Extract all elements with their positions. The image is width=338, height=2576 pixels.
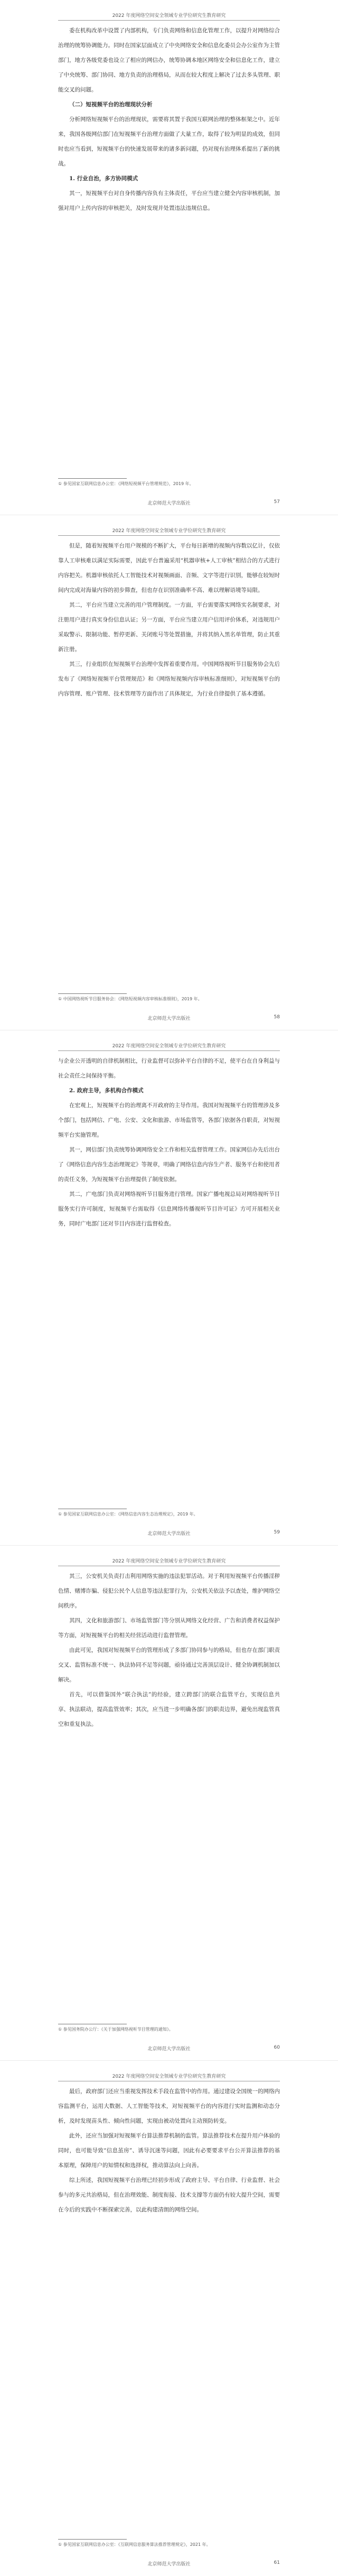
footnote-divider [58,993,127,994]
document-page-5 [0,2061,338,2576]
page-header: 2022 年度网络空间安全领域专业学位研究生教育研究 [58,2072,280,2081]
page-body [58,23,280,216]
page-header: 2022 年度网络空间安全领域专业学位研究生教育研究 [58,1042,280,1051]
paragraph: 综上所述，我国短视频平台治理已经初步形成了政府主导、平台自律、行业监督、社会参与的多元共治格局，但在治理效能、制度衔接、技术支撑等方面仍有较大提升空间，需要在今后的实践中不断探索完善，以此构建清朗的网络空间。 [58,2177,280,2213]
paragraph: 委在机构改革中设置了内部机构，专门负责网络和信息化管理工作，以提升对网络综合治理的统筹协调能力。同时在国家层面成立了中央网络安全和信息化委员会办公室作为主管部门，地方各级党委也设立了相应的网信办，统筹协调本地区网络安全和信息化工作，建立了中央统筹、部门协同、地方负责的治理格局，从而在较大程度上解决了过去多头管理、职能交叉的问题。 [58,27,280,93]
footnote-divider [58,2539,127,2540]
paragraph: 其三，公安机关负责打击利用网络实施的违法犯罪活动。对于利用短视频平台传播淫秽色情、赌博诈骗、侵犯公民个人信息等违法犯罪行为，公安机关依法予以查处，维护网络空间秩序。 [58,1573,280,1609]
paragraph: 其三，行业组织在短视频平台治理中发挥着重要作用。中国网络视听节目服务协会先后发布了《网络短视频平台管理规范》和《网络短视频内容审核标准细则》，对短视频平台的内容管理、账户管理、技术管理等方面作出了具体规定，为行业自律提供了基本遵循。 [58,661,280,697]
paragraph: 其四，文化和旅游部门、市场监管部门等分别从网络文化经营、广告和消费者权益保护等方面，对短视频平台的相关经营活动进行监督管理。 [58,1617,280,1639]
footnote: ① 参见国家互联网信息办公室：《网络信息内容生态治理规定》，2019 年。 [58,1512,198,1517]
page-footer: 北京师范大学出版社 [147,2047,191,2052]
paragraph: 其一，短视频平台对自身传播内容负有主体责任，平台应当建立健全内容审核机制，加强对用户上传内容的审核把关，及时发现并处置违法违规信息。 [58,190,280,211]
footnote: ① 中国网络视听节目服务协会：《网络短视频内容审核标准细则》，2019 年。 [58,997,202,1001]
page-number: 57 [274,499,280,505]
page-number: 59 [274,1530,280,1535]
paragraph: 其二，广电部门负责对网络视听节目服务进行管理。国家广播电视总局对网络视听节目服务实行许可制度，短视频平台需取得《信息网络传播视听节目许可证》方可开展相关业务，同时广电部门还对节目内容进行监督检查。 [58,1191,280,1227]
page-header: 2022 年度网络空间安全领域专业学位研究生教育研究 [58,12,280,21]
document-page-3 [0,1030,338,1546]
footnote-divider [58,478,127,479]
paragraph: 分析网络短视频平台的治理现状，需要将其置于我国互联网治理的整体框架之中。近年来，我国各级网信部门在短视频平台治理方面做了大量工作，取得了较为明显的成效，但同时也应当看到，短视频平台的快速发展带来的诸多新问题，仍对现有治理体系提出了新的挑战。 [58,116,280,167]
page-body [58,2084,280,2217]
page-footer: 北京师范大学出版社 [147,1016,191,1021]
subsection-heading: 2. 政府主导，多机构合作模式 [69,1087,144,1094]
footnote: ① 参见国务院办公厅：《关于加强网络视听节目管理的通知》。 [58,2027,173,2032]
paragraph: 此外，还应当加强对短视频平台算法推荐机制的监管。算法推荐技术在提升用户体验的同时，也可能导致“信息茧房”、诱导沉迷等问题，因此有必要要求平台公开算法推荐的基本原理，保障用户的知情权和选择权，推动算法向上向善。 [58,2133,280,2169]
page-body [58,538,280,701]
footnote: ① 参见国家互联网信息办公室：《网络短视频平台管理规范》，2019 年。 [58,481,194,486]
page-body [58,1054,280,1231]
paragraph: 在宏观上，短视频平台的治理离不开政府的主导作用。我国对短视频平台的管理涉及多个部门，包括网信、广电、公安、文化和旅游、市场监管等，各部门依据各自职责，对短视频平台实施管理。 [58,1102,280,1138]
subsection-heading: 1. 行业自治，多方协同模式 [69,175,138,182]
page-header: 2022 年度网络空间安全领域专业学位研究生教育研究 [58,1557,280,1566]
page-footer: 北京师范大学出版社 [147,501,191,506]
paragraph: 由此可见，我国对短视频平台的管理形成了多部门协同参与的格局，但也存在部门职责交叉、监管标准不统一、执法协同不足等问题，亟待通过完善顶层设计、健全协调机制加以解决。 [58,1647,280,1683]
page-number: 61 [274,2560,280,2565]
paragraph: 最后，政府部门还应当重视发挥技术手段在监管中的作用。通过建设全国统一的网络内容监测平台，运用大数据、人工智能等技术，对短视频平台的内容进行实时监测和动态分析，及时发现苗头性、倾向性问题，实现由被动处置向主动预防转变。 [58,2088,280,2124]
section-heading: （二）短视频平台的治理现状分析 [69,101,153,108]
footnote: ① 参见国家互联网信息办公室：《互联网信息服务算法推荐管理规定》，2021 年。 [58,2542,211,2547]
document-page-2 [0,515,338,1030]
page-body [58,1569,280,1732]
page-header: 2022 年度网络空间安全领域专业学位研究生教育研究 [58,527,280,536]
page-footer: 北京师范大学出版社 [147,1531,191,1537]
document-page-1 [0,0,338,515]
paragraph: 首先，可以借鉴国外“联合执法”的经验，建立跨部门的联合监管平台，实现信息共享、执法联动，提高监管效率；其次，应当进一步明确各部门的职责边界，避免出现监管真空和重复执法。 [58,1691,280,1727]
paragraph: 但是，随着短视频平台用户规模的不断扩大，平台每日新增的视频内容数以亿计，仅依靠人工审核难以满足实际需要，因此平台普遍采用“机器审核+人工审核”相结合的方式进行内容把关。机器审核依托人工智能技术对视频画面、音频、文字等进行识别，能够在较短时间内完成对海量内容的初步筛查，但也存在识别准确率不高、难以理解语境等局限。 [58,543,280,593]
paragraph: 其一，网信部门负责统筹协调网络安全工作和相关监督管理工作。国家网信办先后出台了《网络信息内容生态治理规定》等规章，明确了网络信息内容生产者、服务平台和使用者的责任义务，为短视频平台治理提供了制度依据。 [58,1147,280,1183]
page-number: 58 [274,1015,280,1020]
paragraph: 其二，平台应当建立完善的用户管理制度。一方面，平台需要落实网络实名制要求，对注册用户进行真实身份信息认证；另一方面，平台应当建立用户信用评价体系，对违规用户采取警示、限制功能、暂停更新、关闭账号等处置措施，并将其纳入黑名单管理，防止其重新注册。 [58,602,280,653]
document-page-4 [0,1546,338,2061]
paragraph: 与企业公开透明的自律机制相比，行业监督可以弥补平台自律的不足，使平台在自身利益与社会责任之间保持平衡。 [58,1058,280,1079]
page-number: 60 [274,2045,280,2050]
page-footer: 北京师范大学出版社 [147,2562,191,2567]
